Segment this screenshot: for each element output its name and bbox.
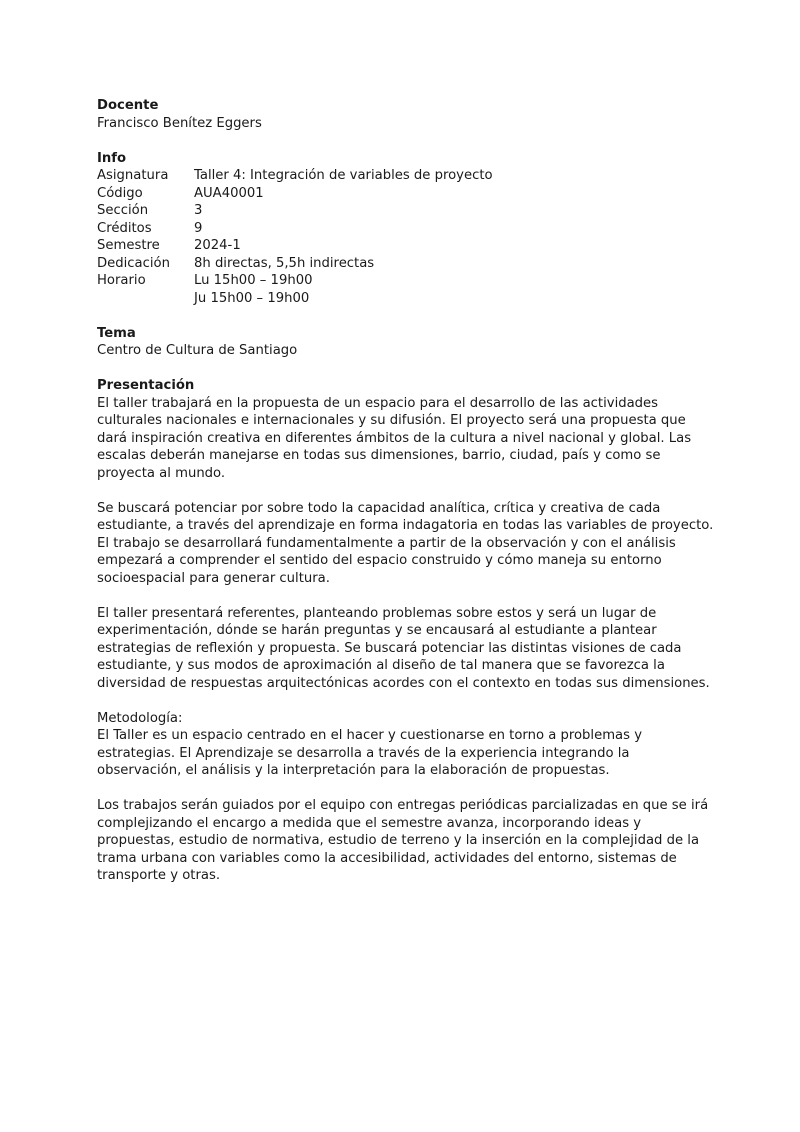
- info-value: Taller 4: Integración de variables de proyecto: [194, 168, 493, 183]
- tema-text: Centro de Cultura de Santiago: [97, 343, 298, 358]
- info-table: [97, 167, 717, 307]
- presentacion-paragraph-1: El taller trabajará en la propuesta de un espacio para el desarrollo de las actividades culturales nacionales e internacionales y su difusión. El proyecto será una propuesta que dará inspiración creativa en diferentes ámbitos de la cultura a nivel nacional y global. Las escalas deberán manejarse en todas sus dimensiones, barrio, ciudad, país y como se proyecta al mundo.: [97, 395, 692, 481]
- info-label: Horario: [97, 273, 146, 288]
- document-page: [97, 97, 717, 885]
- info-value: 2024-1: [194, 238, 241, 253]
- info-label: Código: [97, 185, 143, 201]
- info-row-dedicacion: [97, 255, 717, 273]
- info-value: AUA40001: [194, 185, 264, 201]
- info-row-creditos: [97, 220, 717, 238]
- info-label: [97, 290, 194, 308]
- info-value: 8h directas, 5,5h indirectas: [194, 255, 375, 271]
- info-label: Sección: [97, 203, 149, 218]
- metodologia-heading: Metodología:: [97, 710, 183, 726]
- presentacion-heading: Presentación: [97, 378, 195, 393]
- info-value: 9: [194, 220, 203, 236]
- tema-heading: Tema: [97, 325, 136, 341]
- info-value: Lu 15h00 – 19h00: [194, 273, 313, 288]
- info-label: Dedicación: [97, 255, 170, 271]
- info-row-horario-2: [97, 290, 717, 308]
- info-label: Asignatura: [97, 168, 169, 183]
- info-row-seccion: [97, 202, 717, 220]
- docente-heading: Docente: [97, 98, 159, 113]
- info-row-codigo: [97, 185, 717, 203]
- info-label: Créditos: [97, 220, 152, 236]
- docente-name: Francisco Benítez Eggers: [97, 115, 262, 131]
- info-row-asignatura: [97, 167, 717, 185]
- presentacion-paragraph-3: El taller presentará referentes, planteando problemas sobre estos y será un lugar de experimentación, dónde se harán preguntas y se encausará al estudiante a plantear estrategias de reflexión y propuesta. Se buscará potenciar las distintas visiones de cada estudiante, y sus modos de aproximación al diseño de tal manera que se favorezca la diversidad de respuestas arquitectónicas acordes con el contexto en todas sus dimensiones.: [97, 605, 710, 691]
- metodologia-paragraph-2: Los trabajos serán guiados por el equipo con entregas periódicas parcializadas en que se irá complejizando el encargo a medida que el semestre avanza, incorporando ideas y propuestas, estudio de normativa, estudio de terreno y la inserción en la complejidad de la trama urbana con variables como la accesibilidad, actividades del entorno, sistemas de transporte y otras.: [97, 798, 709, 883]
- presentacion-paragraph-2b: El trabajo se desarrollará fundamentalmente a partir de la observación y con el análisis empezará a comprender el sentido del espacio construido y cómo maneja su entorno socioespacial para generar cultura.: [97, 535, 676, 586]
- presentacion-paragraph-2a: Se buscará potenciar por sobre todo la capacidad analítica, crítica y creativa de cada estudiante, a través del aprendizaje en forma indagatoria en todas las variables de proyecto.: [97, 500, 714, 533]
- info-row-horario: [97, 272, 717, 290]
- info-value: Ju 15h00 – 19h00: [194, 290, 310, 306]
- info-heading: Info: [97, 150, 127, 166]
- info-value: 3: [194, 203, 203, 218]
- info-label: Semestre: [97, 238, 160, 253]
- metodologia-paragraph-1: El Taller es un espacio centrado en el hacer y cuestionarse en torno a problemas y estrategias. El Aprendizaje se desarrolla a través de la experiencia integrando la observación, el análisis y la interpretación para la elaboración de propuestas.: [97, 728, 642, 778]
- info-row-semestre: [97, 237, 717, 255]
